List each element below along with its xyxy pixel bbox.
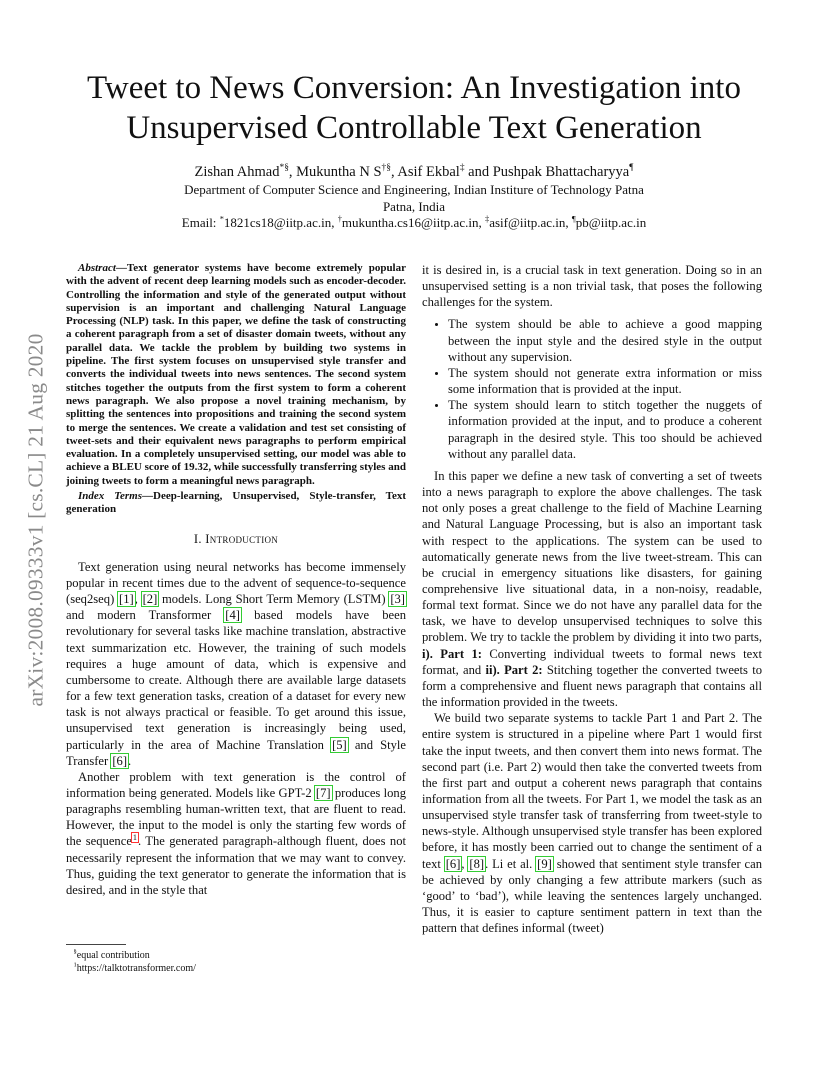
- citation-link[interactable]: [3]: [390, 592, 405, 607]
- email-label: Email:: [181, 215, 217, 230]
- author-mark: *§: [279, 163, 289, 174]
- list-item: • The system should not generate extra information or miss some information that is provided at the input.: [448, 365, 762, 397]
- list-item: • The system should learn to stitch together the nuggets of information provided at the input, and to produce a coherent paragraph in the desired style. This too should be achieved without any parallel data.: [448, 397, 762, 462]
- citation-link[interactable]: [6]: [445, 856, 461, 871]
- bold-run: ii). Part 2:: [485, 662, 543, 677]
- citation-link[interactable]: [7]: [315, 785, 331, 800]
- footnote-2: [66, 962, 406, 975]
- affiliation: [60, 181, 768, 215]
- email-address[interactable]: mukuntha.cs16@iitp.ac.in,: [341, 215, 482, 230]
- text-run: models. Long Short Term Memory (LSTM): [158, 592, 390, 607]
- text-run: and Style Transfer: [66, 737, 407, 768]
- paper-title: [60, 68, 768, 148]
- index-terms: [66, 490, 406, 517]
- email-mark: *: [219, 213, 224, 224]
- email-address[interactable]: pb@iitp.ac.in: [575, 215, 647, 230]
- text-run: produces long paragraphs resembling human-written text, that are fluent to read. However, the input to the model is only the starting few words of the sequence: [66, 785, 406, 849]
- email-mark: ¶: [571, 213, 576, 224]
- author-mark: ‡: [459, 163, 465, 174]
- text-run: and modern Transformer: [66, 608, 225, 623]
- citation-link[interactable]: [2]: [142, 592, 158, 607]
- text-run: Stitching together the converted tweets to form a comprehensive and fluent news paragraph that contains all the information provided in the tweets.: [422, 662, 762, 710]
- list-item: • The system should be able to achieve a good mapping between the input style and the desired style in the output without any supervision.: [448, 316, 762, 364]
- right-column: [422, 262, 762, 936]
- email-mark: †: [337, 213, 342, 224]
- footnote-rule: [66, 944, 126, 945]
- section-number: I.: [193, 531, 202, 546]
- right-paragraph-2: [422, 710, 762, 936]
- footnotes: [66, 944, 406, 975]
- title-line-2: Unsupervised Controllable Text Generation: [126, 110, 702, 146]
- citation-link[interactable]: [9]: [537, 856, 552, 871]
- title-line-1: Tweet to News Conversion: An Investigation into: [87, 70, 741, 106]
- text-run: ,: [134, 592, 142, 607]
- footnote-text: equal contribution: [76, 950, 150, 961]
- footnote-1: [66, 949, 406, 962]
- intro-paragraph-2: [66, 769, 406, 898]
- footnote-mark: 1: [73, 961, 77, 969]
- text-run: ,: [461, 856, 469, 871]
- email-mark: ‡: [484, 213, 490, 224]
- left-column: [66, 262, 406, 898]
- author-name: Mukuntha N S: [296, 164, 382, 180]
- text-run: based models have been revolutionary for several tasks like machine translation, abstractive text summarization etc. However, the training of such models requires a huge amount of data, which is expensive and cumbersome to create. Although there are available large datasets for a few text generation tasks, creation of a dataset for every new task is not always practical or feasible. To get around this issue, unsupervised text generation is increasingly being used, particularly in the area of Machine Translation: [66, 608, 406, 752]
- citation-link[interactable]: [6]: [112, 753, 128, 768]
- text-run: . The generated paragraph-although fluent, does not necessarily represent the information that we may want to convey. Thus, guiding the text generator to generate the information that is desired, and in the style that: [66, 834, 406, 897]
- author-name: Zishan Ahmad: [194, 164, 280, 180]
- right-paragraph-1: [422, 468, 762, 710]
- author-name: Asif Ekbal: [397, 164, 460, 180]
- text-run: . Li et al.: [485, 856, 537, 871]
- author-list: Zishan Ahmad*§, Mukuntha N S†§, Asif Ekbal‡ and Pushpak Bhattacharyya¶: [194, 163, 634, 180]
- citation-link[interactable]: [1]: [119, 592, 134, 607]
- section-heading: [66, 531, 406, 547]
- abstract: [66, 262, 406, 488]
- arxiv-stamp: [22, 282, 50, 758]
- text-run: Text generation using neural networks has become immensely popular in recent times due to the advent of sequence-to-sequence (seq2seq): [66, 559, 406, 607]
- index-terms-text: —Deep-learning, Unsupervised, Style-transfer, Text generation: [66, 490, 406, 516]
- intro-paragraph-1: [66, 559, 406, 769]
- email-line: [60, 214, 768, 231]
- author-mark: †§: [381, 163, 391, 174]
- arxiv-stamp-text: arXiv:2008.09333v1 [cs.CL] 21 Aug 2020: [23, 333, 48, 707]
- abstract-lead: Abstract: [78, 262, 116, 274]
- text-run: Another problem with text generation is the control of information being generated. Models like GPT-2: [66, 769, 406, 800]
- author-mark: ¶: [629, 163, 634, 174]
- right-paragraph-0: it is desired in, is a crucial task in text generation. Doing so in an unsupervised setting is a non trivial task, that poses the following challenges for the system.: [422, 263, 762, 310]
- text-run: .: [128, 753, 132, 768]
- citation-link[interactable]: [4]: [225, 608, 240, 623]
- challenge-list: [422, 316, 762, 461]
- text-run: We build two separate systems to tackle Part 1 and Part 2. The entire system is structured in a pipeline where Part 1 would first take the input tweets, and then convert them into news format. The second part (i.e. Part 2) would then take the converted tweets from the first part and output a coherent news paragraph that contains information from all the tweets. For Part 1, we model the task as an unsupervised style transfer task of transferring from tweet-style to news-style. Although unsupervised style transfer has been explored before, it has mostly been carried out to change the sentiment of a text: [422, 711, 762, 871]
- bold-run: i). Part 1:: [422, 646, 482, 661]
- section-title: Introduction: [205, 531, 279, 546]
- abstract-text: —Text generator systems have become extremely popular with the advent of recent deep learning models such as encoder-decoder. Controlling the information and style of the generated output without supervision is an important and challenging Natural Language Processing (NLP) task. In this paper, we define the task of constructing a coherent paragraph from a set of disaster domain tweets, without any parallel data. We tackle the problem by building two systems in pipeline. The first system focuses on unsupervised style transfer and converts the individual tweets into news sentences. The second system stitches together the outputs from the first system to form a coherent news paragraph. We also propose a novel training mechanism, by splitting the sentences into propositions and training the second system to merge the sentences. We create a validation and test set consisting of tweet-sets and their equivalent news paragraphs to perform empirical evaluation. In a completely unsupervised setting, our model was able to achieve a BLEU score of 19.32, while successfully transferring styles and joining tweets to form a meaningful news paragraph.: [66, 262, 406, 487]
- author-name: Pushpak Bhattacharyya: [492, 164, 630, 180]
- text-run: Converting individual tweets to formal news text format, and: [422, 646, 762, 677]
- text-run: showed that sentiment style transfer can be achieved by only changing a few attribute markers (such as ‘good’ to ‘bad’), while leaving the sentences largely unchanged. Thus, it is easier to capture sentiment pattern in text than the pattern that defines informal (tweet): [422, 856, 762, 936]
- index-terms-lead: Index Terms: [78, 490, 143, 503]
- affiliation-line-1: Department of Computer Science and Engineering, Indian Institure of Technology Patna: [184, 182, 644, 197]
- text-run: In this paper we define a new task of converting a set of tweets into a news paragraph to explore the above challenges. The task not only poses a great challenge to the field of Machine Learning and Natural Language Processing, but is also an important task with respect to the applications. The system can be used to automatically generate news from the live tweet-stream. This can be crucial in emergency situations like disasters, for gaining comprehensive live situational data, in a non-noisy, readable, formal text format. Since we do not have any parallel data for the task, we have to develop unsupervised techniques to solve this problem. We try to tackle the problem by dividing it into two parts,: [422, 468, 762, 645]
- footnote-url[interactable]: https://talktotransformer.com/: [76, 963, 196, 974]
- email-address[interactable]: 1821cs18@iitp.ac.in,: [223, 215, 335, 230]
- footnote-mark: §: [73, 948, 77, 956]
- email-address[interactable]: asif@iitp.ac.in,: [489, 215, 569, 230]
- affiliation-line-2: Patna, India: [382, 199, 446, 214]
- footnote-link[interactable]: 1: [132, 833, 138, 843]
- citation-link[interactable]: [8]: [469, 856, 485, 871]
- citation-link[interactable]: [5]: [332, 737, 347, 752]
